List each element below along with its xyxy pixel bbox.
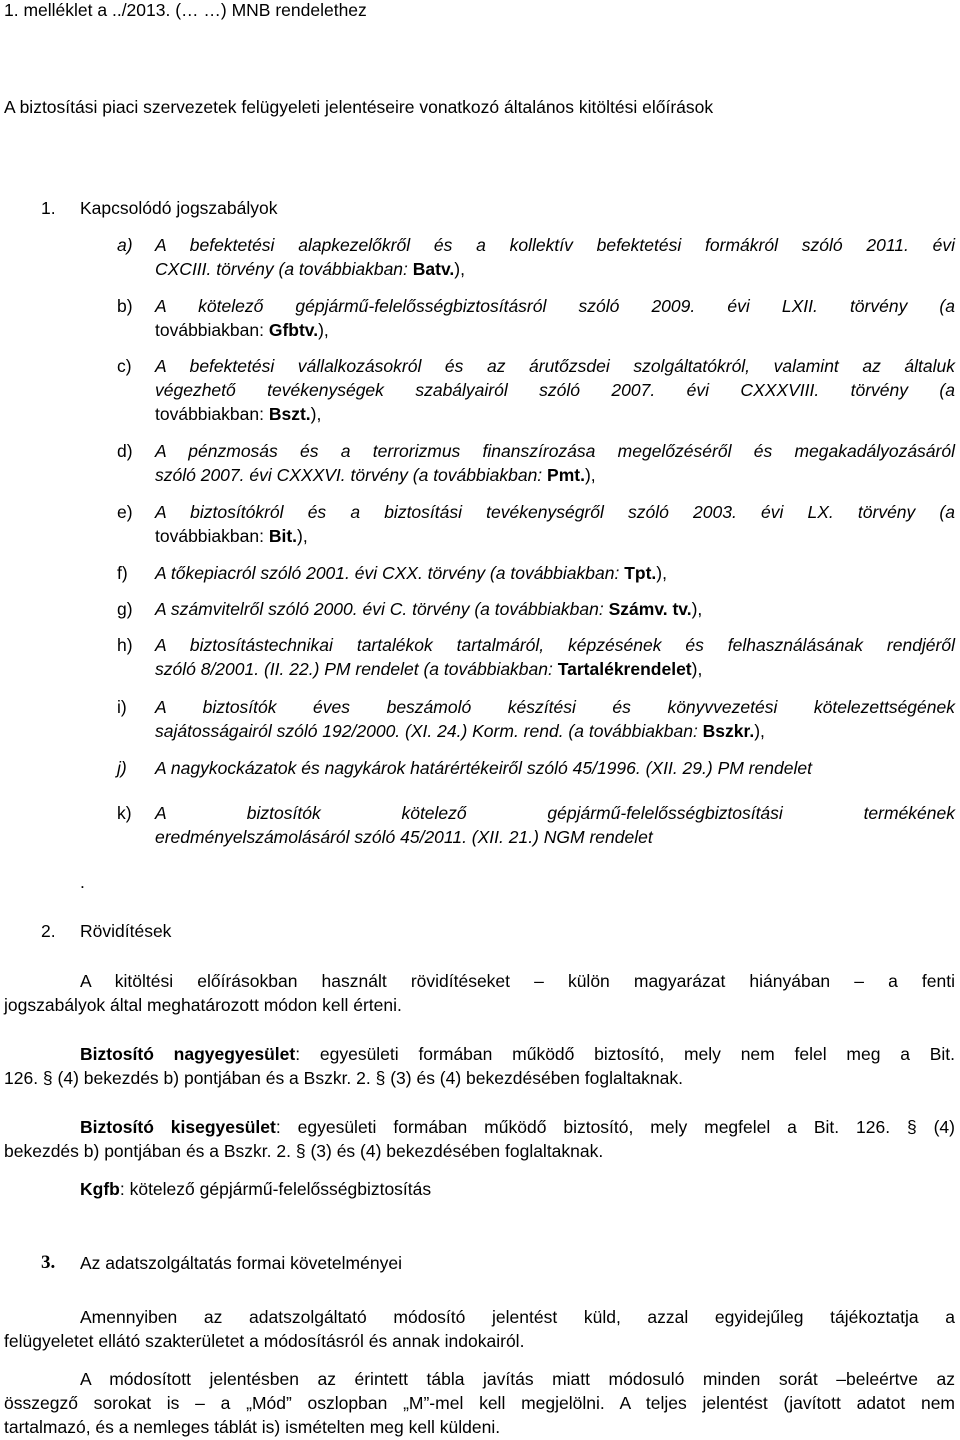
paragraph-modified-rows (4, 1367, 955, 1439)
list-item-label: h) (117, 635, 133, 655)
definition-text: : kötelező gépjármű-felelősségbiztosítás (119, 1179, 432, 1199)
abbreviation: Tpt. (624, 563, 657, 583)
definition-text: : egyesületi formában működő biztosító, mely megfelel a Bit. 126. § (4) (275, 1117, 955, 1137)
list-item-text: továbbiakban: (155, 404, 269, 424)
abbreviation: Pmt. (547, 465, 585, 485)
list-item-label: f) (117, 563, 128, 583)
list-item-line: A pénzmosás és a terrorizmus finanszírozása megelőzéséről és megakadályozásáról (155, 441, 955, 461)
list-item-label: k) (117, 803, 132, 823)
definition-text: bekezdés b) pontjában és a Bszkr. 2. § (3) és (4) bekezdésében foglaltaknak. (4, 1141, 604, 1161)
list-item-line: A biztosítókról és a biztosítási tevékenységről szóló 2003. évi LX. törvény (a (155, 502, 955, 522)
list-item-label: c) (117, 356, 132, 376)
list-item-label: j) (117, 758, 127, 778)
list-item-line: eredményelszámolásáról szóló 45/2011. (XII. 21.) NGM rendelet (155, 827, 653, 847)
section-3-number: 3. (41, 1252, 56, 1273)
definition-kgfb (80, 1177, 431, 1201)
abbreviation: Bit. (268, 526, 298, 546)
list-item-line: végezhető tevékenységek szabályairól szóló 2007. évi CXXXVIII. törvény (a (155, 380, 955, 400)
list-item-text: CXCIII. törvény (a továbbiakban: (155, 259, 413, 279)
section-2-number: 2. (41, 921, 56, 941)
list-item-text: ), (318, 320, 329, 340)
list-item-line: A befektetési alapkezelőkről és a kollektív befektetési formákról szóló 2011. évi (155, 235, 955, 255)
list-item-line: A biztosítástechnikai tartalékok tartalmáról, képzésének és felhasználásának rendjéről (155, 635, 955, 655)
list-item-label: d) (117, 441, 133, 461)
paragraph-line: A kitöltési előírásokban használt rövidítéseket – külön magyarázat hiányában – a fenti (80, 971, 955, 991)
definition-term: Biztosító kisegyesület (80, 1117, 276, 1137)
paragraph-line: jogszabályok által meghatározott módon kell érteni. (4, 995, 402, 1015)
paragraph-line: A módosított jelentésben az érintett tábla javítás miatt módosuló minden sorát –beleértve az (80, 1369, 955, 1389)
abbreviation: Számv. tv. (608, 599, 692, 619)
list-item-text: ), (691, 659, 703, 679)
abbreviation: Bszt. (268, 404, 311, 424)
paragraph-modification-report (4, 1305, 955, 1353)
list-item-text: továbbiakban: (155, 320, 269, 340)
list-item-text: szóló 2007. évi CXXXVI. törvény (a továbbiakban: (155, 465, 548, 485)
abbreviation: Bszkr. (702, 721, 755, 741)
list-item-text: ), (691, 599, 703, 619)
definition-text: 126. § (4) bekezdés b) pontjában és a Bszkr. 2. § (3) és (4) bekezdésében foglaltaknak. (4, 1068, 684, 1088)
section-1-heading: Kapcsolódó jogszabályok (80, 198, 278, 218)
abbreviation: Batv. (412, 259, 455, 279)
list-item-label: e) (117, 502, 133, 522)
list-item-line: A kötelező gépjármű-felelősségbiztosításról szóló 2009. évi LXII. törvény (a (155, 296, 955, 316)
list-item-text: továbbiakban: (155, 526, 269, 546)
stray-dot: . (80, 872, 85, 892)
paragraph-line: összegző sorokat is – a „Mód” oszlopban „M”-mel kell megjelölni. A teljes jelentést (javított adatot nem (4, 1393, 955, 1413)
list-item-text: A tőkepiacról szóló 2001. évi CXX. törvény (a továbbiakban: (155, 563, 625, 583)
abbreviations-intro (4, 969, 955, 1017)
paragraph-line: Amennyiben az adatszolgáltató módosító jelentést küld, azzal egyidejűleg tájékoztatja a (80, 1307, 955, 1327)
definition-kisegyesulet (4, 1115, 955, 1163)
list-item-text: ), (754, 721, 765, 741)
list-item-text: ), (297, 526, 308, 546)
definition-nagyegyesulet (4, 1042, 955, 1090)
definition-term: Kgfb (80, 1179, 120, 1199)
abbreviation: Gfbtv. (268, 320, 319, 340)
paragraph-line: felügyeletet ellátó szakterületet a módosításról és annak indokairól. (4, 1331, 525, 1351)
list-item-label: a) (117, 235, 133, 255)
list-item-label: i) (117, 697, 127, 717)
list-item-line: A biztosítók kötelező gépjármű-felelősségbiztosítási termékének (155, 803, 955, 823)
definition-text: : egyesületi formában működő biztosító, mely nem felel meg a Bit. (295, 1044, 955, 1064)
list-item-line: A biztosítók éves beszámoló készítési és könyvvezetési kötelezettségének (155, 697, 955, 717)
section-3-heading: Az adatszolgáltatás formai követelményei (80, 1253, 402, 1273)
list-item-line: A nagykockázatok és nagykárok határértékeiről szóló 45/1996. (XII. 29.) PM rendelet (155, 758, 812, 778)
list-item-line: A befektetési vállalkozásokról és az árutőzsdei szolgáltatókról, valamint az általuk (155, 356, 955, 376)
list-item-text: A számvitelről szóló 2000. évi C. törvény (a továbbiakban: (155, 599, 609, 619)
list-item-text: ), (584, 465, 596, 485)
list-item-text: ), (656, 563, 667, 583)
definition-term: Biztosító nagyegyesület (80, 1044, 296, 1064)
section-1-number: 1. (41, 198, 56, 218)
list-item-label: g) (117, 599, 133, 619)
list-item-text: ), (454, 259, 465, 279)
list-item-label: b) (117, 296, 133, 316)
list-item-text: szóló 8/2001. (II. 22.) PM rendelet (a továbbiakban: (155, 659, 558, 679)
abbreviation: Tartalékrendelet (557, 659, 692, 679)
paragraph-line: tartalmazó, és a nemleges táblát is) ismételten meg kell küldeni. (4, 1417, 501, 1437)
section-2-heading: Rövidítések (80, 921, 172, 941)
document-header: 1. melléklet a ../2013. (… …) MNB rendelethez (4, 0, 367, 20)
list-item-text: sajátosságairól szóló 192/2000. (XI. 24.) Korm. rend. (a továbbiakban: (155, 721, 703, 741)
list-item-text: ), (310, 404, 322, 424)
document-title: A biztosítási piaci szervezetek felügyeleti jelentéseire vonatkozó általános kitöltési előírások (4, 97, 714, 117)
